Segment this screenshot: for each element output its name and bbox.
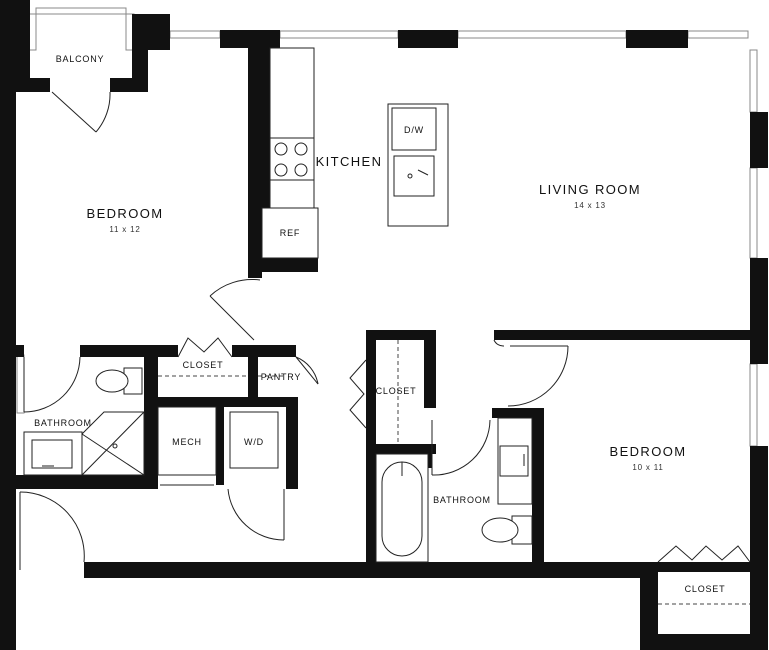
dim-bedroom-left: 11 x 12	[109, 225, 141, 234]
label-bathroom-left: BATHROOM	[34, 418, 92, 428]
label-pantry: PANTRY	[260, 372, 302, 382]
label-closet-center: CLOSET	[375, 386, 417, 396]
label-mech: MECH	[172, 437, 202, 447]
fixtures	[24, 48, 750, 604]
label-refrigerator: REF	[279, 228, 301, 238]
dim-living-room: 14 x 13	[574, 201, 606, 210]
label-dishwasher: D/W	[404, 125, 424, 135]
label-living-room: LIVING ROOM	[538, 182, 642, 197]
kitchen-sink	[394, 156, 434, 196]
label-bedroom-left: BEDROOM	[86, 206, 164, 221]
dim-bedroom-right: 10 x 11	[632, 463, 664, 472]
label-closet-hall: CLOSET	[182, 360, 224, 370]
label-washer-dryer: W/D	[244, 437, 264, 447]
label-kitchen: KITCHEN	[315, 154, 383, 169]
label-balcony: BALCONY	[55, 54, 105, 64]
sink-left	[32, 440, 72, 468]
label-bathroom-center: BATHROOM	[433, 495, 491, 505]
label-closet-right: CLOSET	[684, 584, 726, 594]
label-bedroom-right: BEDROOM	[609, 444, 687, 459]
